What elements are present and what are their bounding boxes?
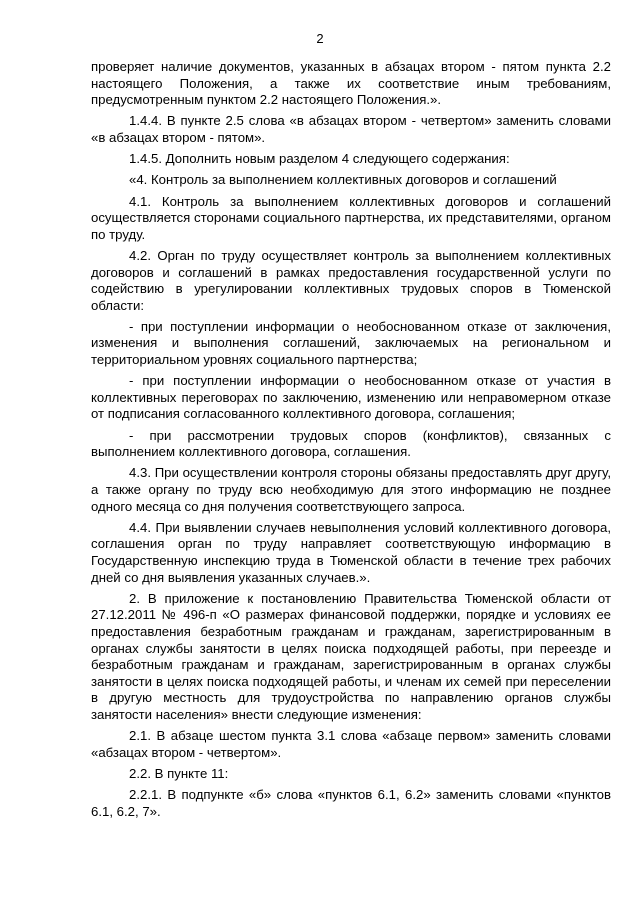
paragraph-4-4: 4.4. При выявлении случаев невыполнения условий коллективного договора, соглашения орган по труду направляет соответствующую информацию в Государственную инспекцию труда в Тюменской области в течение трех рабочих дней со дня выявления указанных случаев.». [91,519,611,585]
paragraph-1-4-5: 1.4.5. Дополнить новым разделом 4 следующего содержания: [129,151,510,167]
paragraph-2-1: 2.1. В абзаце шестом пункта 3.1 слова «абзаце первом» заменить словами «абзацах втором - четвертом». [91,728,611,760]
list-item-refusal-negotiations: - при поступлении информации о необоснованном отказе от участия в коллективных переговорах по заключению, изменению или неправомерном отказе от подписания согласованного коллективного договора, соглашения; [91,373,611,422]
document-body [91,59,611,825]
paragraph-2-2: 2.2. В пункте 11: [129,765,229,781]
paragraph-continuation: проверяет наличие документов, указанных в абзацах втором - пятом пункта 2.2 настоящего Положения, а также их соответствие иным требованиям, предусмотренным пунктом 2.2 настоящего Положения.». [91,59,611,108]
paragraph-4-1: 4.1. Контроль за выполнением коллективных договоров и соглашений осуществляется сторонами социального партнерства, их представителями, органом по труду. [91,193,611,242]
paragraph-4-2: 4.2. Орган по труду осуществляет контроль за выполнением коллективных договоров и соглашений в рамках предоставления государственной услуги по содействию в урегулировании коллективных трудовых споров в Тюменской области: [91,247,611,313]
section-4-heading: «4. Контроль за выполнением коллективных договоров и соглашений [129,172,557,188]
paragraph-4-3: 4.3. При осуществлении контроля стороны обязаны предоставлять друг другу, а также органу по труду всю необходимую для этого информацию не позднее одного месяца со дня получения соответствующего запроса. [91,465,611,514]
paragraph-2: 2. В приложение к постановлению Правительства Тюменской области от 27.12.2011 № 496-п «О размерах финансовой поддержки, порядке и условиях ее предоставления безработным гражданам и гражданам, зарегистрированным в органах службы занятости в целях поиска подходящей работы, при переезде и безработным гражданам и гражданам, зарегистрированным в органах службы занятости в целях поиска подходящей работы, и членам их семей при переселении в другую местность для трудоустройства по направлению органов службы занятости населения» внести следующие изменения: [91,590,611,722]
paragraph-1-4-4: 1.4.4. В пункте 2.5 слова «в абзацах втором - четвертом» заменить словами «в абзацах втором - пятом». [91,113,611,145]
paragraph-2-2-1: 2.2.1. В подпункте «б» слова «пунктов 6.1, 6.2» заменить словами «пунктов 6.1, 6.2, 7». [91,787,611,819]
page-number: 2 [316,31,324,46]
list-item-refusal-agreements: - при поступлении информации о необоснованном отказе от заключения, изменения и выполнения соглашений, заключаемых на региональном и территориальном уровнях социального партнерства; [91,318,611,368]
list-item-labor-disputes: - при рассмотрении трудовых споров (конфликтов), связанных с выполнением коллективного договора, соглашения. [91,427,611,460]
